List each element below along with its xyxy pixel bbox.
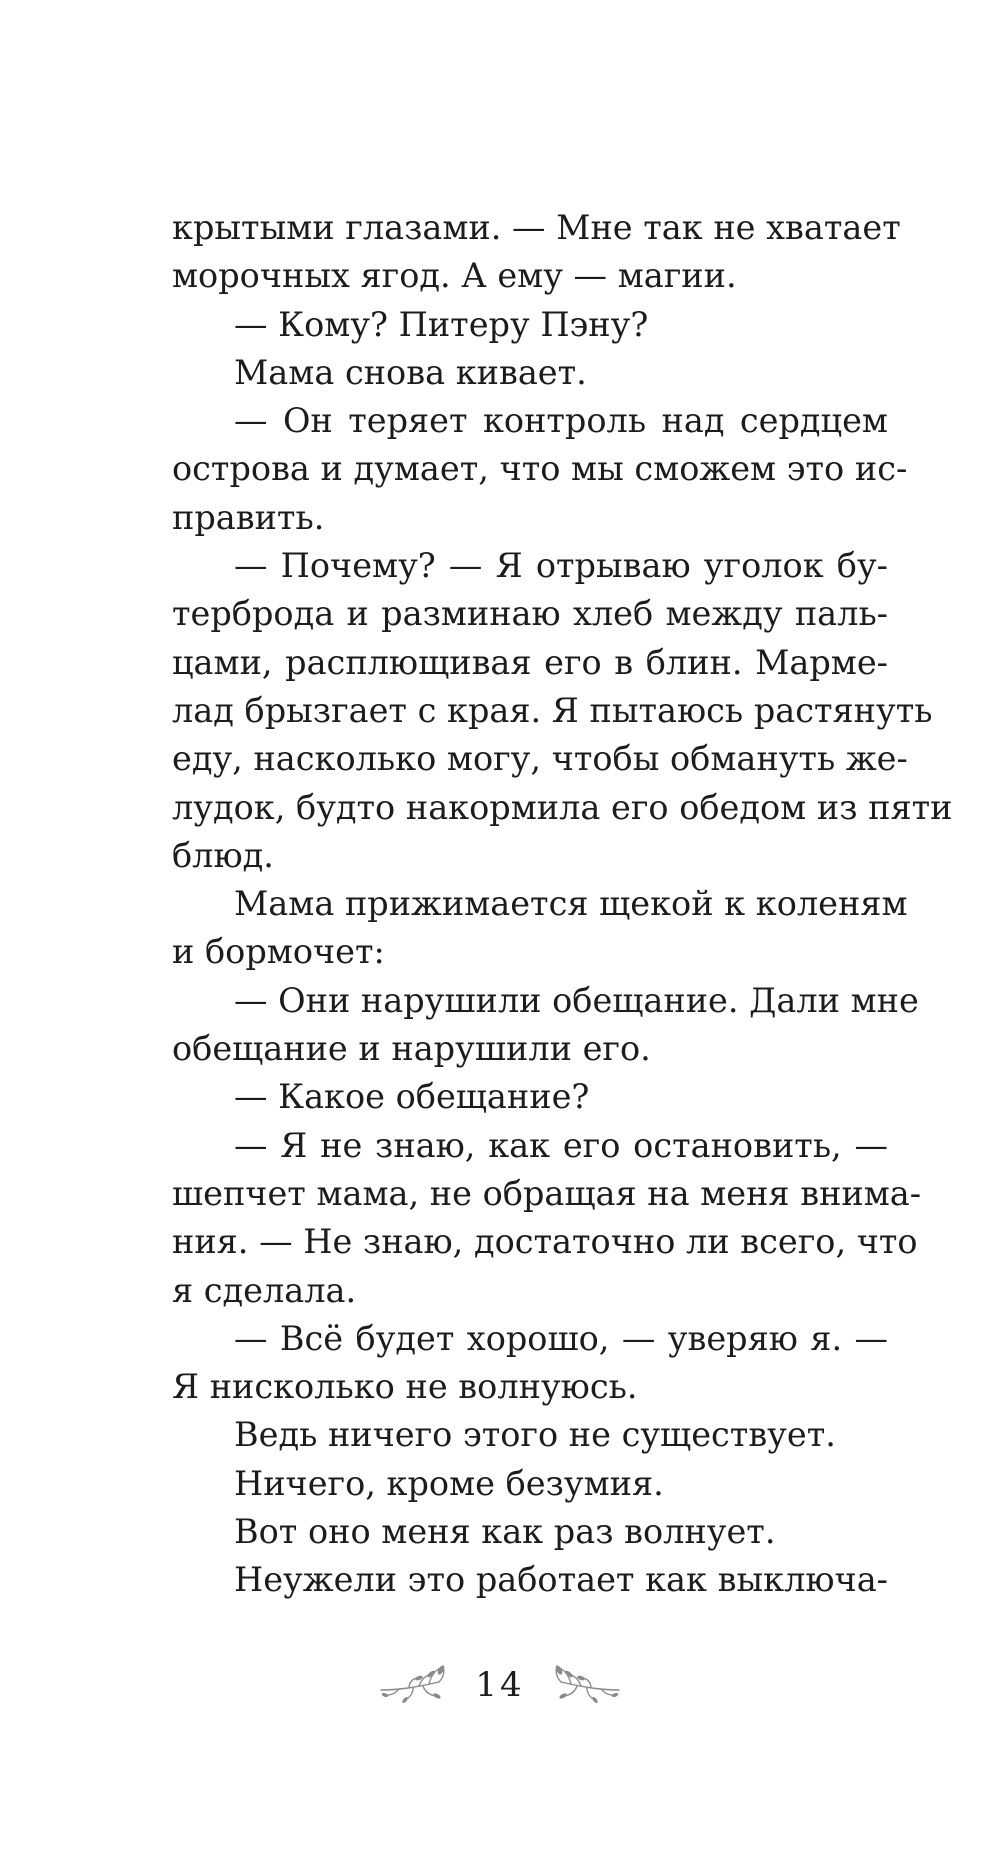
text-line: Неужели это работает как выключа- [234, 1560, 888, 1600]
page-number: 14 [475, 1665, 525, 1705]
text-line: и бормочет: [172, 932, 385, 972]
text-line: Ведь ничего этого не существует. [234, 1415, 836, 1455]
text-line: Ничего, кроме безумия. [234, 1463, 664, 1503]
text-line: Я нисколько не волнуюсь. [172, 1367, 638, 1407]
text-line: — Он теряет контроль над сердцем [234, 401, 888, 441]
text-line: ния. — Не знаю, достаточно ли всего, что [172, 1222, 918, 1262]
floral-ornament-icon [379, 1660, 449, 1710]
text-line: еду, насколько могу, чтобы обмануть же- [172, 739, 908, 779]
text-line: Мама снова кивает. [234, 352, 587, 392]
text-line: — Кому? Питеру Пэну? [234, 304, 649, 344]
text-line: терброда и разминаю хлеб между паль- [172, 594, 888, 634]
floral-ornament-icon [551, 1660, 621, 1710]
text-line: править. [172, 497, 325, 537]
text-line: шепчет мама, не обращая на меня внима- [172, 1173, 922, 1213]
text-line: — Какое обещание? [234, 1077, 590, 1117]
text-line: морочных ягод. А ему — магии. [172, 256, 737, 296]
text-line: лад брызгает с края. Я пытаюсь растянуть [172, 690, 933, 730]
text-line: — Почему? — Я отрываю уголок бу- [234, 546, 888, 586]
text-line: острова и думает, что мы сможем это ис- [172, 449, 908, 489]
text-line: Мама прижимается щекой к коленям [234, 884, 908, 924]
text-line: обещание и нарушили его. [172, 1029, 651, 1069]
text-line: — Они нарушили обещание. Дали мне [234, 980, 919, 1020]
page-footer [0, 1650, 1000, 1720]
text-line: я сделала. [172, 1270, 357, 1310]
text-line: лудок, будто накормила его обедом из пяти [172, 787, 953, 827]
text-line: блюд. [172, 835, 274, 875]
text-line: крытыми глазами. — Мне так не хватает [172, 208, 901, 247]
text-line: — Я не знаю, как его остановить, — [234, 1125, 888, 1165]
text-line: цами, расплющивая его в блин. Марме- [172, 642, 888, 682]
body-text [172, 204, 953, 1605]
text-line: — Всё будет хорошо, — уверяю я. — [234, 1318, 888, 1358]
text-line: Вот оно меня как раз волнует. [234, 1512, 776, 1552]
